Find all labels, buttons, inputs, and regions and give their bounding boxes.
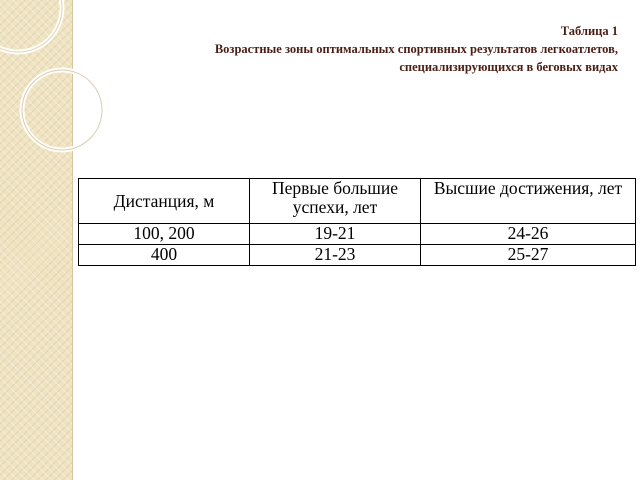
cell-first-successes: 19-21: [250, 224, 421, 245]
cell-first-successes: 21-23: [250, 245, 421, 266]
table-title-line-1: Возрастные зоны оптимальных спортивных результатов легкоатлетов,: [214, 42, 618, 56]
header-top-achievements-label: Высшие достижения, лет: [433, 178, 623, 198]
table-header-row: [79, 179, 636, 224]
header-top-achievements: [421, 179, 636, 224]
cell-distance: 400: [79, 245, 250, 266]
table-row: [79, 224, 636, 245]
decorative-circles-icon: [0, 0, 110, 200]
decorative-circle-top: [0, 0, 62, 52]
table-number: Таблица 1: [560, 24, 618, 38]
age-zones-table: [78, 178, 636, 266]
header-distance: [79, 179, 250, 224]
table-row: [79, 245, 636, 266]
table-title-line-2: специализирующихся в беговых видах: [399, 60, 618, 74]
cell-distance: 100, 200: [79, 224, 250, 245]
cell-top-achievements: 24-26: [421, 224, 636, 245]
decorative-circle-top-outline: [0, 0, 62, 52]
header-first-successes-label: Первые большие успехи, лет: [271, 178, 399, 217]
cell-top-achievements: 25-27: [421, 245, 636, 266]
table-caption: [128, 22, 618, 76]
header-distance-label: Дистанция, м: [113, 190, 215, 211]
decorative-circle-middle-outline: [22, 70, 102, 150]
header-first-successes: [250, 179, 421, 224]
